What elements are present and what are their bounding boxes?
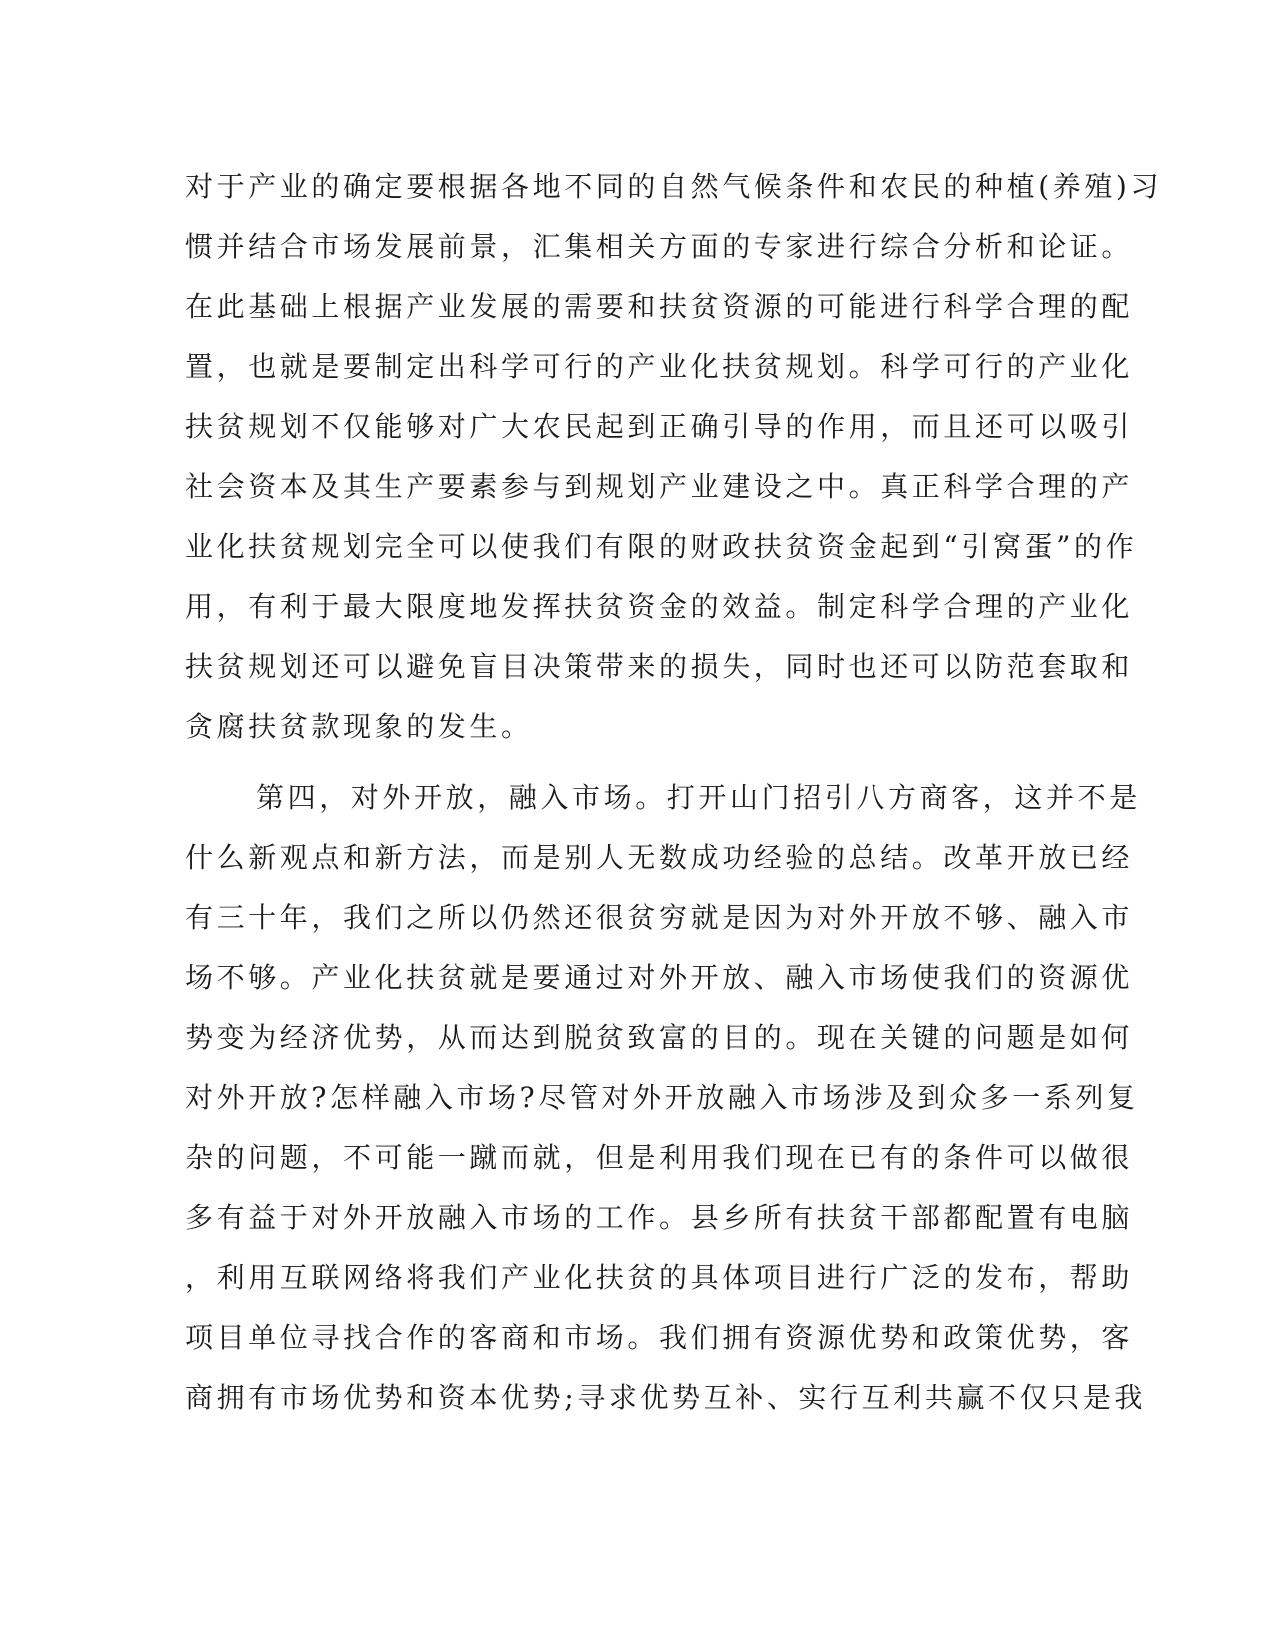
text-line: 置，也就是要制定出科学可行的产业化扶贫规划。科学可行的产业化 xyxy=(185,350,1134,383)
text-line: ，利用互联网络将我们产业化扶贫的具体项目进行广泛的发布，帮助 xyxy=(185,1261,1134,1294)
text-line: 对外开放?怎样融入市场?尽管对外开放融入市场涉及到众多一系列复 xyxy=(185,1081,1139,1114)
text-line: 用，有利于最大限度地发挥扶贫资金的效益。制定科学合理的产业化 xyxy=(185,590,1134,623)
text-line: 势变为经济优势，从而达到脱贫致富的目的。现在关键的问题是如何 xyxy=(185,1021,1134,1054)
text-line: 商拥有市场优势和资本优势;寻求优势互补、实行互利共赢不仅只是我 xyxy=(185,1381,1147,1414)
paragraph-continuation xyxy=(185,157,1163,757)
text-line: 惯并结合市场发展前景，汇集相关方面的专家进行综合分析和论证。 xyxy=(185,230,1134,263)
text-line: 扶贫规划还可以避免盲目决策带来的损失，同时也还可以防范套取和 xyxy=(185,650,1134,683)
paragraph-fourth-point xyxy=(185,768,1147,1428)
text-line: 在此基础上根据产业发展的需要和扶贫资源的可能进行科学合理的配 xyxy=(185,290,1134,323)
text-line: 业化扶贫规划完全可以使我们有限的财政扶贫资金起到“引窝蛋”的作 xyxy=(185,530,1138,563)
text-line: 对于产业的确定要根据各地不同的自然气候条件和农民的种植(养殖)习 xyxy=(185,170,1163,203)
body-text xyxy=(185,157,1163,1428)
text-line: 社会资本及其生产要素参与到规划产业建设之中。真正科学合理的产 xyxy=(185,470,1134,503)
text-line: 杂的问题，不可能一蹴而就，但是利用我们现在已有的条件可以做很 xyxy=(185,1141,1134,1174)
text-line: 贪腐扶贫款现象的发生。 xyxy=(185,710,533,743)
text-line: 场不够。产业化扶贫就是要通过对外开放、融入市场使我们的资源优 xyxy=(185,961,1134,994)
text-line: 项目单位寻找合作的客商和市场。我们拥有资源优势和政策优势，客 xyxy=(185,1321,1134,1354)
text-line: 多有益于对外开放融入市场的工作。县乡所有扶贫干部都配置有电脑 xyxy=(185,1201,1134,1234)
text-line: 第四，对外开放，融入市场。打开山门招引八方商客，这并不是 xyxy=(256,781,1141,814)
text-line: 有三十年，我们之所以仍然还很贫穷就是因为对外开放不够、融入市 xyxy=(185,901,1134,934)
text-line: 扶贫规划不仅能够对广大农民起到正确引导的作用，而且还可以吸引 xyxy=(185,410,1134,443)
text-line: 什么新观点和新方法，而是别人无数成功经验的总结。改革开放已经 xyxy=(185,841,1134,874)
